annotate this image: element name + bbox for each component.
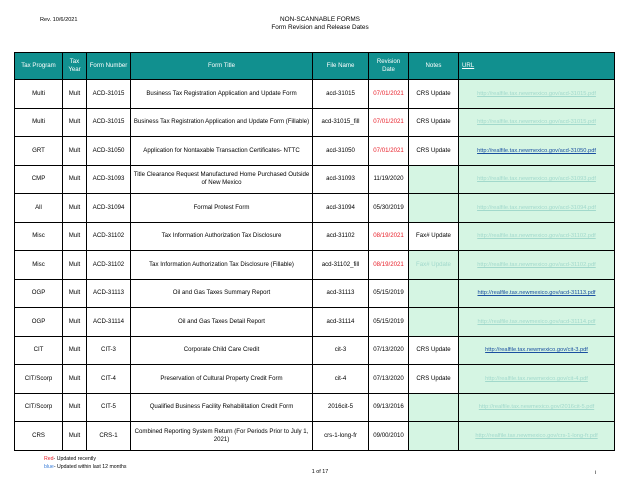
table-row [15, 365, 615, 394]
cell-tax-year: Mult [63, 308, 87, 337]
cell-tax-year: Mult [63, 336, 87, 365]
cell-tax-program: CIT/Scorp [15, 365, 63, 394]
col-header-form-title: Form Title [131, 53, 313, 80]
cell-tax-program: Multi [15, 80, 63, 109]
cell-revision-date: 08/19/2021 [369, 222, 409, 251]
page-number: 1 of 17 [311, 469, 329, 475]
cell-notes [409, 194, 459, 223]
cell-tax-program: All [15, 194, 63, 223]
cell-tax-year: Mult [63, 422, 87, 451]
cell-file-name: acd-31050 [313, 137, 369, 166]
cell-tax-year: Mult [63, 222, 87, 251]
cell-tax-program: CIT [15, 336, 63, 365]
col-header-url: URL [459, 53, 615, 80]
cell-tax-year: Mult [63, 251, 87, 280]
cell-form-number: CIT-4 [87, 365, 131, 394]
cell-file-name: acd-31093 [313, 165, 369, 194]
cell-form-title: Corporate Child Care Credit [131, 336, 313, 365]
cell-form-title: Application for Nontaxable Transaction Certificates- NTTC [131, 137, 313, 166]
notes-text: Fax# Update [416, 260, 451, 268]
document-title: NON-SCANNABLE FORMS [280, 16, 360, 23]
cell-notes [409, 422, 459, 451]
cell-file-name: crs-1-long-fr [313, 422, 369, 451]
document-subtitle: Form Revision and Release Dates [271, 24, 369, 31]
cell-file-name: acd-31102_fill [313, 251, 369, 280]
cell-url[interactable]: http://realfile.tax.newmexico.gov/acd-31015.pdf [459, 108, 615, 137]
cell-form-title: Business Tax Registration Application and Update Form [131, 80, 313, 109]
cell-form-title: Qualified Business Facility Rehabilitation Credit Form [131, 393, 313, 422]
cell-file-name: 2016cit-5 [313, 393, 369, 422]
cell-tax-program: OGP [15, 308, 63, 337]
revision-label: Rev. 10/6/2021 [40, 17, 78, 23]
cell-tax-program: GRT [15, 137, 63, 166]
cell-notes: CRS Update [409, 108, 459, 137]
cell-file-name: acd-31114 [313, 308, 369, 337]
cell-notes: Fax# Update [409, 222, 459, 251]
col-header-form-number: Form Number [87, 53, 131, 80]
cell-revision-date: 08/19/2021 [369, 251, 409, 280]
cell-tax-year: Mult [63, 165, 87, 194]
cell-tax-program: CRS [15, 422, 63, 451]
cell-file-name: cit-4 [313, 365, 369, 394]
cell-revision-date: 07/01/2021 [369, 137, 409, 166]
cell-tax-program: CIT/Scorp [15, 393, 63, 422]
table-row [15, 194, 615, 223]
cell-form-number: ACD-31015 [87, 80, 131, 109]
table-row [15, 137, 615, 166]
col-header-tax-year: Tax Year [63, 53, 87, 80]
cell-form-number: CIT-5 [87, 393, 131, 422]
cell-form-number: CIT-3 [87, 336, 131, 365]
table-row [15, 251, 615, 280]
cell-form-title: Preservation of Cultural Property Credit Form [131, 365, 313, 394]
cell-url[interactable]: http://realfile.tax.newmexico.gov/2016cit-5.pdf [459, 393, 615, 422]
cell-tax-year: Mult [63, 194, 87, 223]
col-header-tax-program: Tax Program [15, 53, 63, 80]
cell-form-title: Oil and Gas Taxes Detail Report [131, 308, 313, 337]
cell-tax-year: Mult [63, 137, 87, 166]
cell-revision-date: 11/19/2020 [369, 165, 409, 194]
cell-url[interactable]: http://realfile.tax.newmexico.gov/acd-31015.pdf [459, 80, 615, 109]
cell-form-number: ACD-31094 [87, 194, 131, 223]
cell-url[interactable]: http://realfile.tax.newmexico.gov/acd-31102.pdf [459, 222, 615, 251]
cell-url[interactable]: http://realfile.tax.newmexico.gov/acd-31102.pdf [459, 251, 615, 280]
cell-form-number: ACD-31102 [87, 222, 131, 251]
cell-notes: CRS Update [409, 80, 459, 109]
table-row [15, 165, 615, 194]
cell-form-title: Title Clearance Request Manufactured Home Purchased Outside of New Mexico [131, 165, 313, 194]
cell-revision-date: 07/13/2020 [369, 336, 409, 365]
cell-form-number: CRS-1 [87, 422, 131, 451]
col-header-file-name: File Name [313, 53, 369, 80]
legend-red [44, 456, 96, 462]
cell-tax-program: Misc [15, 251, 63, 280]
cell-tax-year: Mult [63, 80, 87, 109]
cell-revision-date: 09/13/2016 [369, 393, 409, 422]
cell-tax-program: OGP [15, 279, 63, 308]
legend-red-text: - Updated recently [53, 456, 96, 462]
cell-notes: CRS Update [409, 365, 459, 394]
table-row [15, 279, 615, 308]
cell-notes [409, 279, 459, 308]
cell-file-name: acd-31015 [313, 80, 369, 109]
table-row [15, 222, 615, 251]
forms-table [14, 52, 615, 451]
col-header-revision-date: Revision Date [369, 53, 409, 80]
legend-blue-text: - Updated within last 12 months [53, 464, 127, 470]
cell-file-name: cit-3 [313, 336, 369, 365]
table-row [15, 336, 615, 365]
cell-form-title: Combined Reporting System Return (For Periods Prior to July 1, 2021) [131, 422, 313, 451]
corner-mark: i [595, 470, 597, 476]
cell-form-title: Oil and Gas Taxes Summary Report [131, 279, 313, 308]
cell-url[interactable]: http://realfile.tax.newmexico.gov/acd-31114.pdf [459, 308, 615, 337]
cell-revision-date: 09/00/2010 [369, 422, 409, 451]
cell-tax-year: Mult [63, 108, 87, 137]
cell-revision-date: 05/15/2019 [369, 279, 409, 308]
cell-revision-date: 05/30/2019 [369, 194, 409, 223]
cell-url[interactable]: http://realfile.tax.newmexico.gov/cit-3.pdf [459, 336, 615, 365]
cell-tax-year: Mult [63, 365, 87, 394]
cell-form-number: ACD-31114 [87, 308, 131, 337]
table-header-row [15, 53, 615, 80]
document-header [0, 16, 640, 32]
cell-file-name: acd-31015_fill [313, 108, 369, 137]
cell-revision-date: 07/01/2021 [369, 108, 409, 137]
cell-tax-program: CMP [15, 165, 63, 194]
cell-tax-program: Multi [15, 108, 63, 137]
table-row [15, 422, 615, 451]
cell-revision-date: 05/15/2019 [369, 308, 409, 337]
cell-form-number: ACD-31113 [87, 279, 131, 308]
cell-url[interactable]: http://realfile.tax.newmexico.gov/crs-1-long-fr.pdf [459, 422, 615, 451]
cell-tax-year: Mult [63, 393, 87, 422]
table-row [15, 80, 615, 109]
cell-notes: CRS Update [409, 336, 459, 365]
cell-notes [409, 251, 459, 280]
cell-form-number: ACD-31050 [87, 137, 131, 166]
cell-revision-date: 07/13/2020 [369, 365, 409, 394]
cell-form-title: Tax Information Authorization Tax Disclosure [131, 222, 313, 251]
cell-form-title: Formal Protest Form [131, 194, 313, 223]
cell-url[interactable]: http://realfile.tax.newmexico.gov/acd-31113.pdf [459, 279, 615, 308]
legend-red-word: Red [44, 456, 54, 462]
cell-form-number: ACD-31015 [87, 108, 131, 137]
cell-form-number: ACD-31093 [87, 165, 131, 194]
table-row [15, 393, 615, 422]
cell-tax-program: Misc [15, 222, 63, 251]
cell-url[interactable]: http://realfile.tax.newmexico.gov/acd-31093.pdf [459, 165, 615, 194]
cell-form-title: Tax Information Authorization Tax Disclosure (Fillable) [131, 251, 313, 280]
cell-form-title: Business Tax Registration Application and Update Form (Fillable) [131, 108, 313, 137]
cell-notes [409, 165, 459, 194]
cell-revision-date: 07/01/2021 [369, 80, 409, 109]
table-row [15, 308, 615, 337]
col-header-notes: Notes [409, 53, 459, 80]
cell-file-name: acd-31094 [313, 194, 369, 223]
cell-form-number: ACD-31102 [87, 251, 131, 280]
cell-notes [409, 393, 459, 422]
table-row [15, 108, 615, 137]
cell-url[interactable]: http://realfile.tax.newmexico.gov/acd-31094.pdf [459, 194, 615, 223]
cell-file-name: acd-31102 [313, 222, 369, 251]
cell-url[interactable]: http://realfile.tax.newmexico.gov/cit-4.pdf [459, 365, 615, 394]
cell-notes: CRS Update [409, 137, 459, 166]
cell-url[interactable]: http://realfile.tax.newmexico.gov/acd-31050.pdf [459, 137, 615, 166]
legend-blue-word: blue [44, 464, 54, 470]
cell-tax-year: Mult [63, 279, 87, 308]
cell-notes [409, 308, 459, 337]
cell-file-name: acd-31113 [313, 279, 369, 308]
